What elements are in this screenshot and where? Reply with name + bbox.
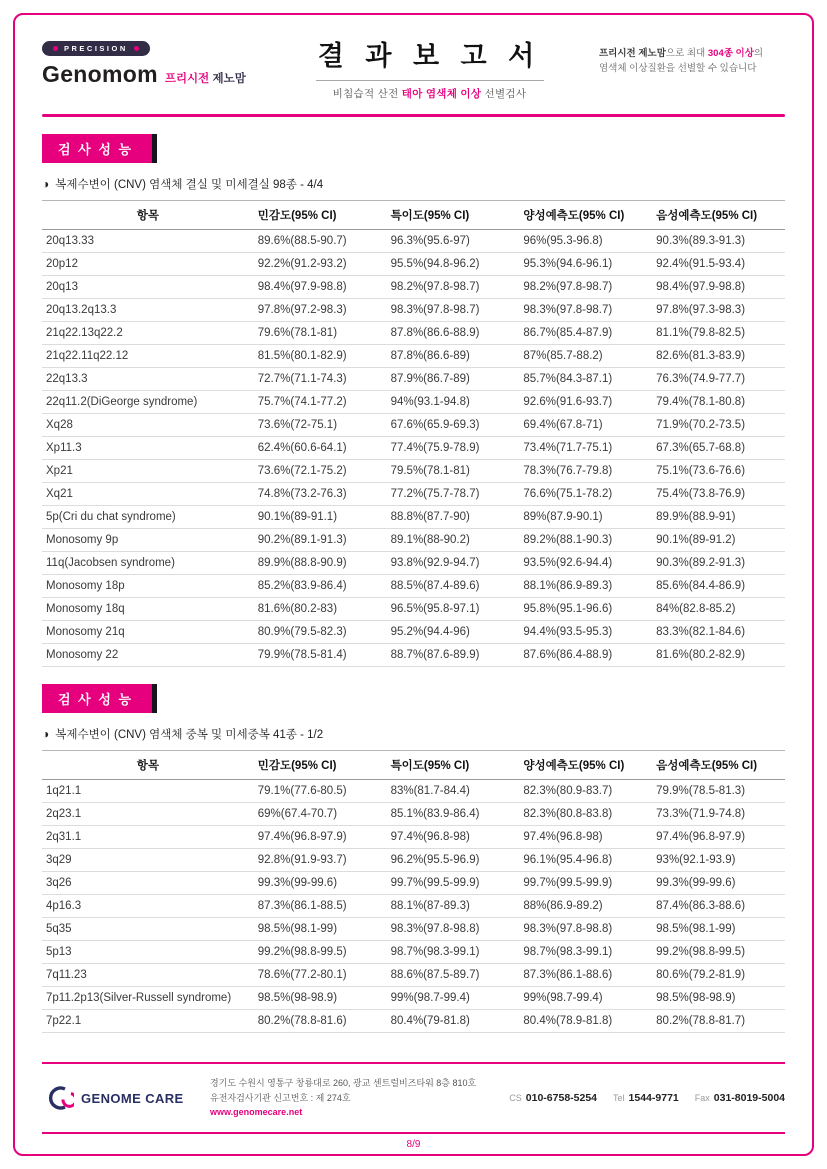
row-value: 93.8%(92.9-94.7): [387, 552, 520, 575]
performance-table-deletions: [42, 200, 785, 667]
row-value: 86.7%(85.4-87.9): [519, 322, 652, 345]
row-value: 76.6%(75.1-78.2): [519, 483, 652, 506]
row-value: 78.3%(76.7-79.8): [519, 460, 652, 483]
row-value: 90.3%(89.2-91.3): [652, 552, 785, 575]
column-header: 항목: [42, 751, 254, 780]
row-value: 94%(93.1-94.8): [387, 391, 520, 414]
row-value: 98.3%(97.8-98.8): [519, 918, 652, 941]
table-row: [42, 368, 785, 391]
row-value: 73.4%(71.7-75.1): [519, 437, 652, 460]
footer-contacts: [509, 1092, 785, 1104]
table-row: [42, 918, 785, 941]
row-value: 85.7%(84.3-87.1): [519, 368, 652, 391]
report-footer: [42, 1062, 785, 1134]
table-row: [42, 230, 785, 253]
footer-website-link[interactable]: www.genomecare.net: [210, 1107, 303, 1118]
row-value: 98.5%(98-98.9): [652, 987, 785, 1010]
row-value: 82.6%(81.3-83.9): [652, 345, 785, 368]
row-value: 92.4%(91.5-93.4): [652, 253, 785, 276]
row-value: 85.2%(83.9-86.4): [254, 575, 387, 598]
row-value: 62.4%(60.6-64.1): [254, 437, 387, 460]
row-value: 77.4%(75.9-78.9): [387, 437, 520, 460]
row-value: 80.4%(78.9-81.8): [519, 1010, 652, 1033]
section-caption: [42, 176, 785, 192]
row-value: 99.7%(99.5-99.9): [519, 872, 652, 895]
row-value: 98.3%(97.8-98.7): [387, 299, 520, 322]
row-value: 82.3%(80.8-83.8): [519, 803, 652, 826]
row-value: 87.9%(86.7-89): [387, 368, 520, 391]
row-value: 79.9%(78.5-81.4): [254, 644, 387, 667]
row-value: 98.2%(97.8-98.7): [387, 276, 520, 299]
row-value: 93%(92.1-93.9): [652, 849, 785, 872]
row-value: 89.6%(88.5-90.7): [254, 230, 387, 253]
row-value: 75.4%(73.8-76.9): [652, 483, 785, 506]
page-number: 8/9: [406, 1139, 421, 1150]
row-value: 85.6%(84.4-86.9): [652, 575, 785, 598]
row-value: 81.5%(80.1-82.9): [254, 345, 387, 368]
table-header: [42, 751, 785, 780]
column-header: 특이도(95% CI): [387, 751, 520, 780]
header-note-line2: 염색체 이상질환을 선별할 수 있습니다: [599, 63, 757, 75]
brand-subtitle: 프리시전 제노맘: [164, 73, 246, 85]
row-item-label: 11q(Jacobsen syndrome): [42, 552, 254, 575]
row-value: 83.3%(82.1-84.6): [652, 621, 785, 644]
row-value: 97.8%(97.3-98.3): [652, 299, 785, 322]
column-header: 항목: [42, 201, 254, 230]
row-item-label: Xp21: [42, 460, 254, 483]
column-header: 양성예측도(95% CI): [519, 751, 652, 780]
row-value: 84%(82.8-85.2): [652, 598, 785, 621]
section-badge: 검 사 성 능: [42, 134, 157, 163]
footer-address-line2: 유전자검사기관 신고번호 : 제 274호: [210, 1092, 351, 1103]
brand-line: [42, 61, 260, 88]
row-value: 99%(98.7-99.4): [519, 987, 652, 1010]
table-row: [42, 483, 785, 506]
column-header: 민감도(95% CI): [254, 201, 387, 230]
row-value: 87.3%(86.1-88.5): [254, 895, 387, 918]
column-header: 특이도(95% CI): [387, 201, 520, 230]
row-item-label: 4p16.3: [42, 895, 254, 918]
header-divider: [42, 114, 785, 117]
table-row: [42, 1010, 785, 1033]
row-value: 90.3%(89.3-91.3): [652, 230, 785, 253]
row-value: 82.3%(80.9-83.7): [519, 780, 652, 803]
header-note: [599, 30, 785, 76]
row-value: 98.7%(98.3-99.1): [387, 941, 520, 964]
footer-address: [210, 1076, 476, 1119]
table-row: [42, 598, 785, 621]
row-item-label: 20q13: [42, 276, 254, 299]
row-item-label: 20q13.33: [42, 230, 254, 253]
row-value: 99.2%(98.8-99.5): [254, 941, 387, 964]
row-value: 98.5%(98.1-99): [652, 918, 785, 941]
row-item-label: 1q21.1: [42, 780, 254, 803]
row-value: 87.8%(86.6-89): [387, 345, 520, 368]
row-item-label: 7p22.1: [42, 1010, 254, 1033]
row-value: 96%(95.3-96.8): [519, 230, 652, 253]
row-value: 99%(98.7-99.4): [387, 987, 520, 1010]
row-value: 98.3%(97.8-98.7): [519, 299, 652, 322]
row-item-label: 22q13.3: [42, 368, 254, 391]
row-item-label: Xp11.3: [42, 437, 254, 460]
row-item-label: 5p13: [42, 941, 254, 964]
half-circle-icon: ◑: [42, 727, 50, 741]
row-value: 87.3%(86.1-88.6): [519, 964, 652, 987]
row-value: 72.7%(71.1-74.3): [254, 368, 387, 391]
row-value: 79.4%(78.1-80.8): [652, 391, 785, 414]
row-item-label: 7q11.23: [42, 964, 254, 987]
table-row: [42, 253, 785, 276]
row-value: 73.6%(72-75.1): [254, 414, 387, 437]
column-header: 음성예측도(95% CI): [652, 201, 785, 230]
row-item-label: Xq28: [42, 414, 254, 437]
dot-icon: [53, 46, 58, 51]
row-value: 97.4%(96.8-98): [387, 826, 520, 849]
row-item-label: Xq21: [42, 483, 254, 506]
table-row: [42, 345, 785, 368]
table-row: [42, 506, 785, 529]
row-value: 97.4%(96.8-97.9): [254, 826, 387, 849]
section-caption-text: 복제수변이 (CNV) 염색체 중복 및 미세중복 41종 - 1/2: [55, 729, 324, 741]
dot-icon: [134, 46, 139, 51]
table-row: [42, 552, 785, 575]
row-value: 96.5%(95.8-97.1): [387, 598, 520, 621]
column-header: 양성예측도(95% CI): [519, 201, 652, 230]
row-value: 87.8%(86.6-88.9): [387, 322, 520, 345]
row-value: 83%(81.7-84.4): [387, 780, 520, 803]
row-value: 98.7%(98.3-99.1): [519, 941, 652, 964]
row-value: 92.8%(91.9-93.7): [254, 849, 387, 872]
row-value: 75.7%(74.1-77.2): [254, 391, 387, 414]
row-value: 71.9%(70.2-73.5): [652, 414, 785, 437]
row-value: 85.1%(83.9-86.4): [387, 803, 520, 826]
contact-cs: CS 010-6758-5254: [509, 1092, 598, 1104]
table-row: [42, 987, 785, 1010]
report-header: [42, 30, 785, 101]
genome-care-logo: [42, 1084, 210, 1112]
table-row: [42, 460, 785, 483]
row-value: 94.4%(93.5-95.3): [519, 621, 652, 644]
row-value: 74.8%(73.2-76.3): [254, 483, 387, 506]
row-value: 88%(86.9-89.2): [519, 895, 652, 918]
title-divider: [316, 80, 544, 81]
row-value: 80.9%(79.5-82.3): [254, 621, 387, 644]
row-value: 92.2%(91.2-93.2): [254, 253, 387, 276]
row-item-label: 3q29: [42, 849, 254, 872]
row-value: 89.2%(88.1-90.3): [519, 529, 652, 552]
row-item-label: Monosomy 18p: [42, 575, 254, 598]
row-value: 78.6%(77.2-80.1): [254, 964, 387, 987]
precision-badge: [42, 41, 150, 56]
row-value: 73.6%(72.1-75.2): [254, 460, 387, 483]
row-value: 98.3%(97.8-98.8): [387, 918, 520, 941]
row-value: 80.4%(79-81.8): [387, 1010, 520, 1033]
row-value: 98.5%(98.1-99): [254, 918, 387, 941]
row-value: 99.3%(99-99.6): [254, 872, 387, 895]
row-value: 73.3%(71.9-74.8): [652, 803, 785, 826]
row-value: 88.6%(87.5-89.7): [387, 964, 520, 987]
row-value: 99.7%(99.5-99.9): [387, 872, 520, 895]
row-value: 87%(85.7-88.2): [519, 345, 652, 368]
row-value: 99.3%(99-99.6): [652, 872, 785, 895]
column-header: 민감도(95% CI): [254, 751, 387, 780]
row-item-label: 2q31.1: [42, 826, 254, 849]
table-body: [42, 780, 785, 1033]
row-item-label: 7p11.2p13(Silver-Russell syndrome): [42, 987, 254, 1010]
table-row: [42, 644, 785, 667]
row-item-label: 22q11.2(DiGeorge syndrome): [42, 391, 254, 414]
table-row: [42, 780, 785, 803]
row-value: 87.4%(86.3-88.6): [652, 895, 785, 918]
table-row: [42, 621, 785, 644]
table-row: [42, 322, 785, 345]
row-value: 80.6%(79.2-81.9): [652, 964, 785, 987]
row-value: 79.6%(78.1-81): [254, 322, 387, 345]
row-item-label: 21q22.11q22.12: [42, 345, 254, 368]
row-value: 95.8%(95.1-96.6): [519, 598, 652, 621]
contact-fax: Fax 031-8019-5004: [694, 1092, 785, 1104]
report-content: [42, 30, 785, 1033]
row-value: 97.8%(97.2-98.3): [254, 299, 387, 322]
row-value: 95.3%(94.6-96.1): [519, 253, 652, 276]
section-test-performance-duplications: [42, 684, 785, 1033]
row-item-label: Monosomy 22: [42, 644, 254, 667]
footer-address-line1: 경기도 수원시 영통구 창룡대로 260, 광교 센트럴비즈타워 8층 810호: [210, 1078, 477, 1089]
row-value: 79.1%(77.6-80.5): [254, 780, 387, 803]
table-row: [42, 299, 785, 322]
table-row: [42, 964, 785, 987]
row-value: 89.9%(88.8-90.9): [254, 552, 387, 575]
genome-care-logo-icon: [42, 1084, 74, 1112]
row-value: 76.3%(74.9-77.7): [652, 368, 785, 391]
table-row: [42, 575, 785, 598]
row-value: 79.5%(78.1-81): [387, 460, 520, 483]
table-header-row: [42, 201, 785, 230]
row-value: 80.2%(78.8-81.7): [652, 1010, 785, 1033]
row-value: 81.6%(80.2-82.9): [652, 644, 785, 667]
table-row: [42, 895, 785, 918]
row-value: 90.2%(89.1-91.3): [254, 529, 387, 552]
row-value: 97.4%(96.8-98): [519, 826, 652, 849]
row-value: 81.1%(79.8-82.5): [652, 322, 785, 345]
table-row: [42, 276, 785, 299]
page-subtitle: 비침습적 산전 태아 염색체 이상 선별검사: [332, 88, 527, 100]
row-value: 77.2%(75.7-78.7): [387, 483, 520, 506]
row-value: 90.1%(89-91.2): [652, 529, 785, 552]
row-value: 98.4%(97.9-98.8): [652, 276, 785, 299]
row-item-label: 2q23.1: [42, 803, 254, 826]
table-row: [42, 872, 785, 895]
row-value: 88.8%(87.7-90): [387, 506, 520, 529]
row-value: 89%(87.9-90.1): [519, 506, 652, 529]
row-item-label: Monosomy 18q: [42, 598, 254, 621]
row-value: 93.5%(92.6-94.4): [519, 552, 652, 575]
precision-label: PRECISION: [64, 44, 128, 53]
row-item-label: 5q35: [42, 918, 254, 941]
row-item-label: 20q13.2q13.3: [42, 299, 254, 322]
page-title: 결 과 보 고 서: [317, 41, 542, 71]
row-value: 96.2%(95.5-96.9): [387, 849, 520, 872]
row-value: 90.1%(89-91.1): [254, 506, 387, 529]
row-item-label: Monosomy 21q: [42, 621, 254, 644]
row-value: 98.2%(97.8-98.7): [519, 276, 652, 299]
section-caption: [42, 726, 785, 742]
row-value: 75.1%(73.6-76.6): [652, 460, 785, 483]
brand-name: Genomom: [42, 61, 158, 87]
brand-logo: [42, 30, 260, 88]
section-test-performance-deletions: [42, 134, 785, 667]
row-value: 88.7%(87.6-89.9): [387, 644, 520, 667]
row-item-label: 5p(Cri du chat syndrome): [42, 506, 254, 529]
row-value: 87.6%(86.4-88.9): [519, 644, 652, 667]
section-badge: 검 사 성 능: [42, 684, 157, 713]
table-header-row: [42, 751, 785, 780]
row-value: 97.4%(96.8-97.9): [652, 826, 785, 849]
row-item-label: 21q22.13q22.2: [42, 322, 254, 345]
table-row: [42, 849, 785, 872]
genome-care-logo-text: GENOME CARE: [81, 1090, 184, 1106]
section-caption-text: 복제수변이 (CNV) 염색체 결실 및 미세결실 98종 - 4/4: [55, 179, 324, 191]
row-value: 98.5%(98-98.9): [254, 987, 387, 1010]
row-value: 89.1%(88-90.2): [387, 529, 520, 552]
table-row: [42, 826, 785, 849]
row-item-label: Monosomy 9p: [42, 529, 254, 552]
row-value: 92.6%(91.6-93.7): [519, 391, 652, 414]
row-value: 88.5%(87.4-89.6): [387, 575, 520, 598]
table-header: [42, 201, 785, 230]
table-row: [42, 529, 785, 552]
table-row: [42, 414, 785, 437]
table-body: [42, 230, 785, 667]
row-value: 89.9%(88.9-91): [652, 506, 785, 529]
row-value: 96.3%(95.6-97): [387, 230, 520, 253]
row-value: 81.6%(80.2-83): [254, 598, 387, 621]
row-value: 69.4%(67.8-71): [519, 414, 652, 437]
row-value: 88.1%(86.9-89.3): [519, 575, 652, 598]
row-value: 80.2%(78.8-81.6): [254, 1010, 387, 1033]
table-row: [42, 391, 785, 414]
contact-tel: Tel 1544-9771: [613, 1092, 679, 1104]
row-value: 79.9%(78.5-81.3): [652, 780, 785, 803]
title-block: [260, 30, 599, 101]
row-value: 98.4%(97.9-98.8): [254, 276, 387, 299]
row-value: 69%(67.4-70.7): [254, 803, 387, 826]
row-item-label: 20p12: [42, 253, 254, 276]
row-value: 96.1%(95.4-96.8): [519, 849, 652, 872]
table-row: [42, 803, 785, 826]
table-row: [42, 437, 785, 460]
column-header: 음성예측도(95% CI): [652, 751, 785, 780]
row-value: 95.5%(94.8-96.2): [387, 253, 520, 276]
row-value: 95.2%(94.4-96): [387, 621, 520, 644]
row-value: 67.6%(65.9-69.3): [387, 414, 520, 437]
header-note-line1: 프리시전 제노맘으로 최대 304종 이상의: [599, 48, 764, 59]
row-value: 99.2%(98.8-99.5): [652, 941, 785, 964]
table-row: [42, 941, 785, 964]
row-value: 88.1%(87-89.3): [387, 895, 520, 918]
half-circle-icon: ◑: [42, 177, 50, 191]
row-value: 67.3%(65.7-68.8): [652, 437, 785, 460]
row-item-label: 3q26: [42, 872, 254, 895]
performance-table-duplications: [42, 750, 785, 1033]
